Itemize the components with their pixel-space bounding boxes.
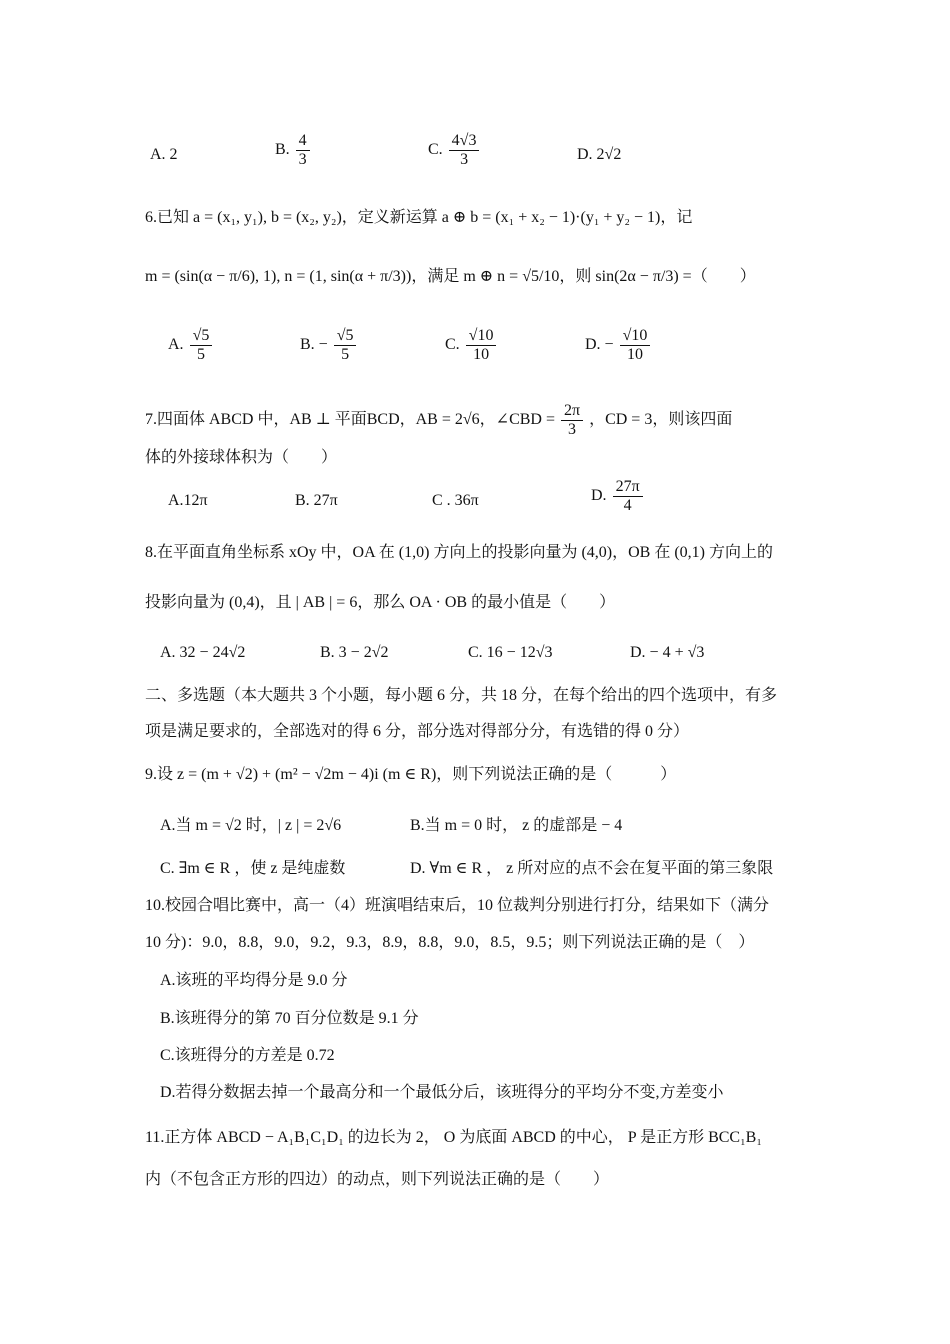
- q6-c-numerator: √10: [466, 327, 497, 346]
- q6-option-b: [300, 327, 358, 364]
- q6-option-d: [585, 327, 652, 364]
- q9-option-d: D. ∀m ∈ R ， z 所对应的点不会在复平面的第三象限: [410, 860, 774, 877]
- q5-option-b-fraction: [296, 132, 310, 169]
- q5-c-denominator: 3: [460, 151, 469, 168]
- q7-option-d: [591, 478, 645, 515]
- q9-option-b: B.当 m = 0 时， z 的虚部是 − 4: [410, 817, 623, 834]
- q8-stem-line1: 8.在平面直角坐标系 xOy 中，OA 在 (1,0) 方向上的投影向量为 (4,0)，OB 在 (0,1) 方向上的: [145, 544, 773, 561]
- q8-option-b: B. 3 − 2√2: [320, 644, 389, 661]
- q7-stem-part1: 7.四面体 ABCD 中，AB ⊥ 平面BCD，AB = 2√6，∠CBD =: [145, 411, 555, 429]
- q6-d-numerator: √10: [620, 327, 651, 346]
- q11-stem-line2: 内（不包含正方形的四边）的动点，则下列说法正确的是（ ）: [145, 1171, 610, 1188]
- q7-option-b: B. 27π: [295, 492, 338, 509]
- q8-stem-line2: 投影向量为 (0,4)，且 | AB | = 6，那么 OA · OB 的最小值是（ ）: [145, 594, 616, 611]
- q10-option-d: D.若得分数据去掉一个最高分和一个最低分后，该班得分的平均分不变,方差变小: [160, 1084, 724, 1101]
- q7-angle-fraction: [561, 402, 583, 439]
- q6-b-denominator: 5: [341, 346, 350, 363]
- q5-option-a: A. 2: [150, 146, 178, 163]
- q6-option-a: [168, 327, 214, 364]
- q5-option-b-label: B.: [275, 141, 290, 159]
- q6-option-c: [445, 327, 498, 364]
- q7-angle-denominator: 3: [568, 421, 577, 438]
- q10-stem-line1: 10.校园合唱比赛中，高一（4）班演唱结束后，10 位裁判分别进行打分，结果如下（满分: [145, 897, 770, 914]
- q8-option-d: D. − 4 + √3: [630, 644, 705, 661]
- q5-c-numerator: 4√3: [449, 132, 480, 151]
- q5-option-d: D. 2√2: [577, 146, 622, 163]
- q6-stem-line1: 6.已知 a = (x₁, y₁), b = (x₂, y₂)，定义新运算 a ⊕ b = (x₁ + x₂ − 1)·(y₁ + y₂ − 1)，记: [145, 209, 693, 226]
- q6-a-denominator: 5: [196, 346, 205, 363]
- q7-option-c: C . 36π: [432, 492, 479, 509]
- q7-angle-numerator: 2π: [561, 402, 583, 421]
- q7-d-numerator: 27π: [613, 478, 643, 497]
- q5-b-denominator: 3: [298, 151, 307, 168]
- q6-a-numerator: √5: [190, 327, 213, 346]
- q11-stem-line1: 11.正方体 ABCD − A₁B₁C₁D₁ 的边长为 2， O 为底面 ABCD 的中心， P 是正方形 BCC₁B₁: [145, 1129, 762, 1146]
- q6-option-a-fraction: [190, 327, 213, 364]
- q8-option-c: C. 16 − 12√3: [468, 644, 553, 661]
- q5-option-c: [428, 132, 481, 169]
- q6-option-c-label: C.: [445, 336, 460, 354]
- q8-option-a: A. 32 − 24√2: [160, 644, 246, 661]
- q9-option-a: A.当 m = √2 时，| z | = 2√6: [160, 817, 342, 834]
- q6-option-b-fraction: [334, 327, 357, 364]
- q6-option-c-fraction: [466, 327, 497, 364]
- q7-option-d-fraction: [613, 478, 643, 515]
- q5-b-numerator: 4: [296, 132, 310, 151]
- q7-option-d-label: D.: [591, 487, 607, 505]
- q6-option-d-fraction: [620, 327, 651, 364]
- q10-option-b: B.该班得分的第 70 百分位数是 9.1 分: [160, 1010, 419, 1027]
- q7-option-a: A.12π: [168, 492, 208, 509]
- q10-option-c: C.该班得分的方差是 0.72: [160, 1047, 335, 1064]
- q5-option-c-label: C.: [428, 141, 443, 159]
- q9-stem: 9.设 z = (m + √2) + (m² − √2m − 4)i (m ∈ R)，则下列说法正确的是（ ）: [145, 766, 677, 783]
- q7-stem-part2: ，CD = 3，则该四面: [589, 411, 733, 429]
- q10-stem-line2: 10 分)：9.0，8.8，9.0，9.2，9.3，8.9，8.8，9.0，8.5，9.5；则下列说法正确的是（ ）: [145, 934, 755, 951]
- q7-d-denominator: 4: [623, 497, 632, 514]
- q6-c-denominator: 10: [473, 346, 490, 363]
- section-2-heading: 二、多选题（本大题共 3 个小题，每小题 6 分，共 18 分，在每个给出的四个选项中，有多: [145, 687, 778, 704]
- q6-stem-line2: m = (sin(α − π/6), 1), n = (1, sin(α + π/3))，满足 m ⊕ n = √5/10，则 sin(2α − π/3) =（ ）: [145, 268, 756, 285]
- q7-stem-line2: 体的外接球体积为（ ）: [145, 449, 338, 466]
- q9-option-c: C. ∃m ∈ R ，使 z 是纯虚数: [160, 860, 346, 877]
- q6-option-d-label: D. −: [585, 336, 614, 354]
- q6-option-a-label: A.: [168, 336, 184, 354]
- q7-stem-line1: [145, 402, 732, 439]
- q6-d-denominator: 10: [626, 346, 643, 363]
- q6-b-numerator: √5: [334, 327, 357, 346]
- q6-option-b-label: B. −: [300, 336, 328, 354]
- q5-option-b: [275, 132, 312, 169]
- q10-option-a: A.该班的平均得分是 9.0 分: [160, 972, 348, 989]
- section-2-heading-cont: 项是满足要求的，全部选对的得 6 分，部分选对得部分分，有选错的得 0 分）: [145, 723, 690, 740]
- q5-option-c-fraction: [449, 132, 480, 169]
